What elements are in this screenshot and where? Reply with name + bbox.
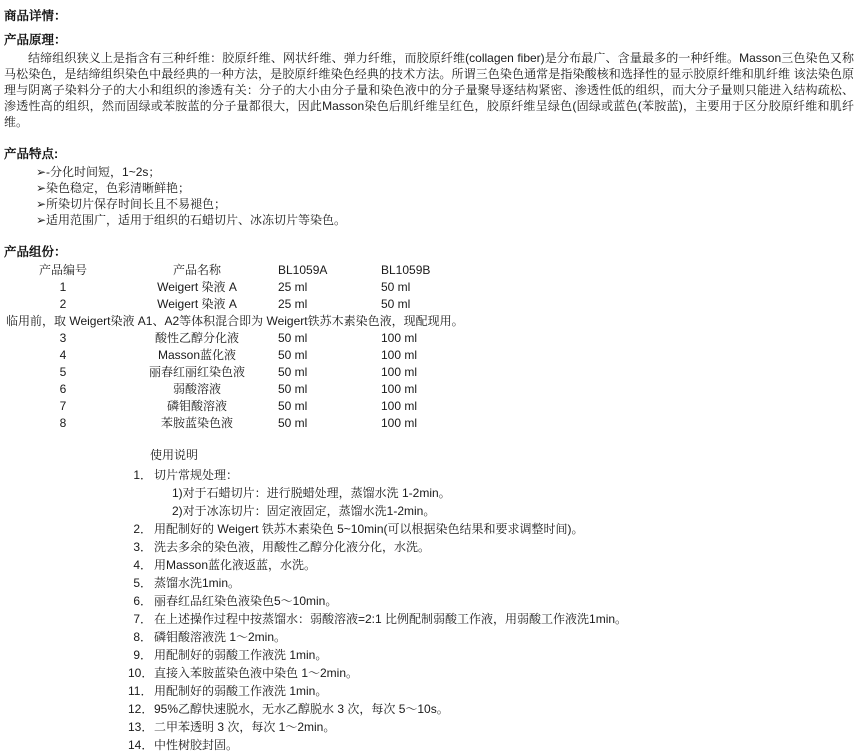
list-item: [128, 646, 860, 664]
step-number: 10．: [128, 666, 154, 680]
column-header-bl1059b: BL1059B: [381, 263, 431, 277]
step-text: 用Masson蓝化液返蓝，水洗。: [154, 558, 317, 572]
cell-product-name: 丽春红丽红染色液: [148, 365, 245, 379]
cell-product-no: 1: [59, 280, 67, 294]
step-text: 磷钼酸溶液洗 1～2min。: [154, 630, 287, 644]
cell-product-no: 6: [59, 382, 67, 396]
list-item: [128, 610, 860, 628]
step-number: 13．: [128, 720, 154, 734]
cell-product-no: 4: [59, 348, 67, 362]
cell-bl1059a: 50 ml: [278, 416, 308, 430]
cell-product-no: 5: [59, 365, 67, 379]
cell-product-name: 弱酸溶液: [172, 382, 221, 396]
cell-bl1059b: 100 ml: [381, 399, 418, 413]
list-item: [128, 520, 860, 538]
table-row: [4, 398, 501, 415]
features-list: [0, 164, 860, 228]
step-text: 用配制好的弱酸工作液洗 1min。: [154, 684, 328, 698]
step-number: 12．: [128, 702, 154, 716]
cell-product-name: 苯胺蓝染色液: [160, 416, 233, 430]
cell-bl1059a: 25 ml: [278, 280, 308, 294]
principle-paragraph: 结缔组织狭义上是指含有三种纤维：胶原纤维、网状纤维、弹力纤维，而胶原纤维(collagen fiber)是分布最广、含量最多的一种纤维。Masson三色染色又称马松染色，是结缔组织染色中最经典的一种方法，是胶原纤维染色经典的技术方法。所谓三色染色通常是指染酸核和选择性的显示胶原纤维和肌纤维 该法染色原理与阴离子染料分子的大小和组织的渗透有关：分子的大小由分子量和染色液中的分子量聚导逐结构紧密、渗透性低的组织，而大分子量则只能进入结构疏松、渗透性高的组织，然而固绿或苯胺蓝的分子量都很大，因此Masson染色后肌纤维呈红色，胶原纤维呈绿色(固绿或蓝色(苯胺蓝)，主要用于区分胶原纤维和肌纤维。: [4, 51, 854, 129]
list-item: [128, 736, 860, 754]
column-header-bl1059a: BL1059A: [278, 263, 328, 277]
cell-product-name: 酸性乙醇分化液: [154, 331, 239, 345]
step-number: 2．: [133, 522, 152, 536]
step-number: 11．: [128, 684, 153, 698]
substep-text: 2)对于冰冻切片：固定液固定，蒸馏水洗1-2min。: [172, 504, 436, 518]
step-number: 6．: [133, 594, 152, 608]
list-item: [128, 700, 860, 718]
step-number: 5．: [133, 576, 152, 590]
list-item: [128, 664, 860, 682]
list-item: [128, 718, 860, 736]
step-number: 4．: [133, 558, 152, 572]
usage-steps-list: [0, 466, 860, 754]
list-item: [128, 628, 860, 646]
list-item: [128, 682, 860, 700]
step-number: 3．: [133, 540, 152, 554]
cell-bl1059a: 50 ml: [278, 382, 308, 396]
table-header-row: [4, 262, 501, 279]
list-item: [128, 466, 860, 520]
cell-bl1059a: 50 ml: [278, 331, 308, 345]
cell-bl1059a: 25 ml: [278, 297, 308, 311]
cell-product-no: 8: [59, 416, 67, 430]
cell-product-no: 7: [59, 399, 67, 413]
step-text: 蒸馏水洗1min。: [154, 576, 241, 590]
table-row: [4, 279, 501, 296]
cell-bl1059b: 100 ml: [381, 416, 418, 430]
cell-bl1059b: 100 ml: [381, 382, 418, 396]
step-text: 直接入苯胺蓝染色液中染色 1～2min。: [154, 666, 359, 680]
cell-bl1059b: 50 ml: [381, 297, 411, 311]
step-number: 8．: [133, 630, 152, 644]
list-item: ➢所染切片保存时间长且不易褪色；: [36, 197, 227, 211]
step-text: 在上述操作过程中按蒸馏水：弱酸溶液=2:1 比例配制弱酸工作液，用弱酸工作液洗1min。: [154, 612, 628, 626]
section-composition-title: 产品组份：: [4, 245, 67, 259]
cell-product-name: 磷钼酸溶液: [166, 399, 227, 413]
cell-product-no: 3: [59, 331, 67, 345]
list-item: [128, 556, 860, 574]
table-note-row: [4, 313, 501, 330]
cell-bl1059b: 50 ml: [381, 280, 411, 294]
step-text: 用配制好的弱酸工作液洗 1min。: [154, 648, 328, 662]
table-row: [4, 381, 501, 398]
cell-product-name: Weigert 染液 A: [157, 297, 237, 311]
list-item: [128, 574, 860, 592]
page-title: 商品详情：: [4, 9, 67, 23]
cell-bl1059b: 100 ml: [381, 348, 418, 362]
section-principle-title: 产品原理：: [4, 33, 67, 47]
cell-bl1059a: 50 ml: [278, 348, 308, 362]
step-text: 丽春红品红染色液染色5～10min。: [154, 594, 338, 608]
list-item: ➢适用范围广，适用于组织的石蜡切片、冰冻切片等染色。: [36, 213, 347, 227]
section-features-title: 产品特点:: [4, 147, 59, 161]
step-text: 用配制好的 Weigert 铁苏木素染色 5~10min(可以根据染色结果和要求调整时间)。: [154, 522, 584, 536]
column-header-product-name: 产品名称: [172, 263, 221, 277]
column-header-product-no: 产品编号: [38, 263, 87, 277]
list-item: ➢染色稳定，色彩清晰鲜艳；: [36, 181, 191, 195]
step-text: 切片常规处理：: [154, 468, 239, 482]
cell-product-name: Masson蓝化液: [157, 348, 237, 362]
table-row: [4, 296, 501, 313]
substep-text: 1)对于石蜡切片：进行脱蜡处理，蒸馏水洗 1-2min。: [172, 486, 451, 500]
table-row: [4, 330, 501, 347]
composition-table: [4, 262, 501, 432]
table-row: [4, 364, 501, 381]
step-text: 中性树胶封固。: [154, 738, 239, 752]
list-item: [128, 592, 860, 610]
step-text: 95%乙醇快速脱水，无水乙醇脱水 3 次，每次 5～10s。: [154, 702, 449, 716]
cell-bl1059a: 50 ml: [278, 399, 308, 413]
step-text: 洗去多余的染色液，用酸性乙醇分化液分化，水洗。: [154, 540, 431, 554]
document-page: [0, 6, 860, 752]
table-note: 临用前，取 Weigert染液 A1、A2等体积混合即为 Weigert铁苏木素染色液，现配现用。: [6, 314, 464, 328]
cell-product-no: 2: [59, 297, 67, 311]
cell-bl1059a: 50 ml: [278, 365, 308, 379]
usage-title: 使用说明: [150, 448, 199, 462]
step-number: 14．: [128, 738, 154, 752]
step-number: 9．: [133, 648, 152, 662]
list-item: ➢-分化时间短，1~2s；: [36, 165, 161, 179]
step-number: 7．: [133, 612, 152, 626]
cell-product-name: Weigert 染液 A: [157, 280, 237, 294]
step-text: 二甲苯透明 3 次，每次 1～2min。: [154, 720, 336, 734]
table-row: [4, 347, 501, 364]
table-row: [4, 415, 501, 432]
cell-bl1059b: 100 ml: [381, 365, 418, 379]
cell-bl1059b: 100 ml: [381, 331, 418, 345]
step-number: 1．: [133, 468, 152, 482]
list-item: [128, 538, 860, 556]
